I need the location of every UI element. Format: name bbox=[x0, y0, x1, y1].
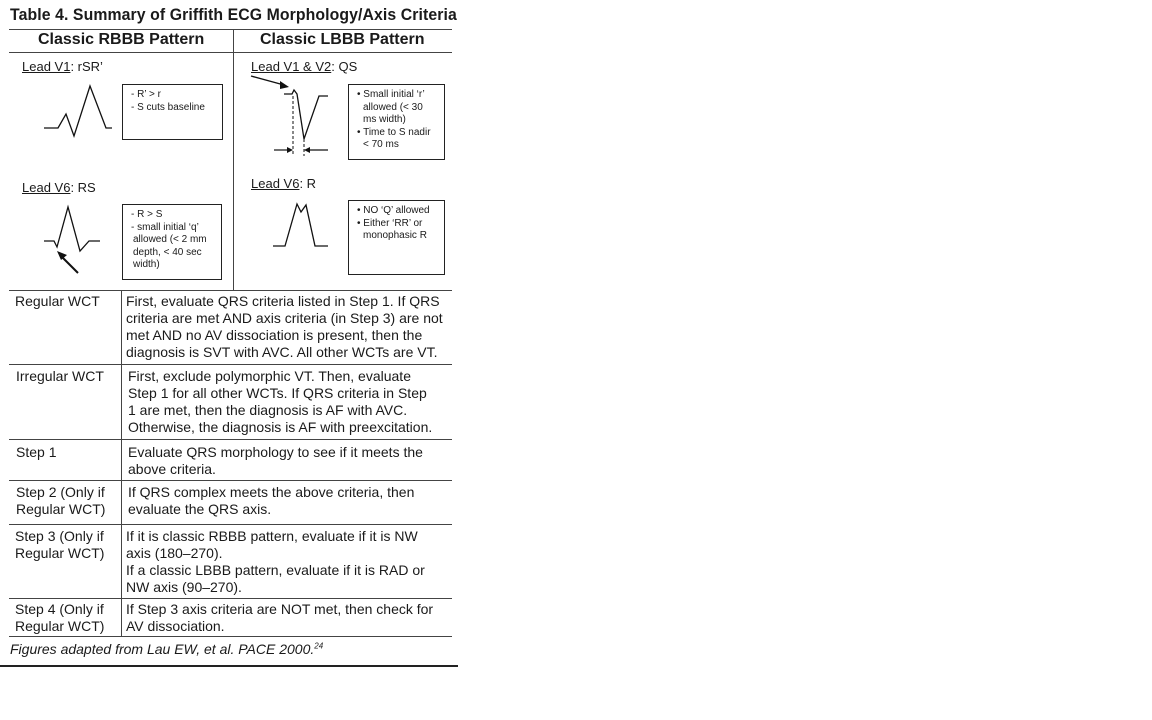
row-divider bbox=[9, 439, 452, 440]
row-label: Regular WCT bbox=[15, 293, 100, 309]
row-text: First, evaluate QRS criteria listed in Step 1. If QRS criteria are met AND axis criteria (in Step 3) are not met AND no AV dissociation is present, then the diagnosis is SVT with AVC. All other WCTs are VT. bbox=[126, 293, 443, 360]
bottom-rule bbox=[0, 665, 458, 667]
criteria-line: - R > S bbox=[131, 209, 163, 220]
rbbb-column-header: Classic RBBB Pattern bbox=[38, 31, 205, 48]
row-divider bbox=[9, 598, 452, 599]
row-label: Step 4 (Only if Regular WCT) bbox=[15, 601, 105, 634]
row-divider bbox=[9, 480, 452, 481]
criteria-line: allowed (< 2 mm bbox=[133, 234, 207, 245]
row-text: First, exclude polymorphic VT. Then, evaluate Step 1 for all other WCTs. If QRS criteria in Step 1 are met, then the diagnosis is AF with AVC. Otherwise, the diagnosis is AF with preexcitation. bbox=[128, 368, 433, 435]
criteria-line: - small initial ‘q’ bbox=[131, 221, 199, 233]
rbbb-v6-lead-label: Lead V6: RS bbox=[22, 180, 96, 195]
lbbb-v1v2-lead-label: Lead V1 & V2: QS bbox=[251, 59, 358, 74]
criteria-line: - S cuts baseline bbox=[131, 101, 205, 113]
criteria-line: ms width) bbox=[363, 114, 406, 125]
criteria-line: monophasic R bbox=[363, 230, 427, 241]
rbbb-v1-lead-label: Lead V1: rSR’ bbox=[22, 59, 103, 74]
row-label: Step 2 (Only if Regular WCT) bbox=[16, 484, 106, 517]
criteria-line: • Either ‘RR’ or bbox=[357, 217, 423, 229]
lbbb-v1v2-criteria-box bbox=[348, 84, 445, 160]
criteria-line: • Small initial ‘r’ bbox=[357, 89, 425, 100]
lbbb-column-header: Classic LBBB Pattern bbox=[260, 31, 425, 48]
title-rule bbox=[9, 29, 452, 30]
rbbb-v6-criteria-box bbox=[122, 204, 222, 280]
criteria-line: < 70 ms bbox=[363, 139, 399, 150]
header-rule bbox=[9, 52, 452, 53]
criteria-line: - R’ > r bbox=[131, 89, 161, 100]
criteria-line: allowed (< 30 bbox=[363, 101, 423, 113]
diagram-bottom-rule bbox=[9, 290, 452, 291]
row-divider bbox=[9, 524, 452, 525]
lbbb-v6-waveform-icon bbox=[273, 200, 353, 260]
row-text: Evaluate QRS morphology to see if it meets the above criteria. bbox=[128, 444, 423, 477]
column-divider bbox=[233, 29, 234, 290]
criteria-line: • Time to S nadir bbox=[357, 126, 431, 138]
rbbb-v1-criteria-box bbox=[122, 84, 223, 140]
row-text: If QRS complex meets the above criteria, then evaluate the QRS axis. bbox=[128, 484, 415, 517]
lbbb-v6-criteria-box bbox=[348, 200, 445, 275]
row-text: If it is classic RBBB pattern, evaluate if it is NW axis (180–270). If a classic LBBB pattern, evaluate if it is RAD or NW axis (90–270). bbox=[126, 528, 425, 595]
row-label: Irregular WCT bbox=[16, 368, 104, 384]
row-divider bbox=[9, 364, 452, 365]
criteria-line: depth, < 40 sec bbox=[133, 246, 202, 258]
row-text: If Step 3 axis criteria are NOT met, then check for AV dissociation. bbox=[126, 601, 434, 634]
rbbb-v6-waveform-icon bbox=[44, 205, 124, 285]
lbbb-v1v2-waveform-icon bbox=[244, 72, 344, 162]
rbbb-v1-waveform-icon bbox=[44, 80, 124, 140]
criteria-line: width) bbox=[133, 259, 160, 270]
lbbb-v6-lead-label: Lead V6: R bbox=[251, 176, 317, 191]
row-label: Step 3 (Only if Regular WCT) bbox=[15, 528, 105, 561]
label-column-divider bbox=[121, 290, 122, 636]
table-title: Table 4. Summary of Griffith ECG Morphology/Axis Criteria bbox=[10, 5, 457, 24]
footnote: Figures adapted from Lau EW, et al. PACE 2000.24 bbox=[10, 641, 324, 657]
row-label: Step 1 bbox=[16, 444, 57, 460]
row-divider bbox=[9, 636, 452, 637]
criteria-line: • NO ‘Q’ allowed bbox=[357, 205, 430, 216]
